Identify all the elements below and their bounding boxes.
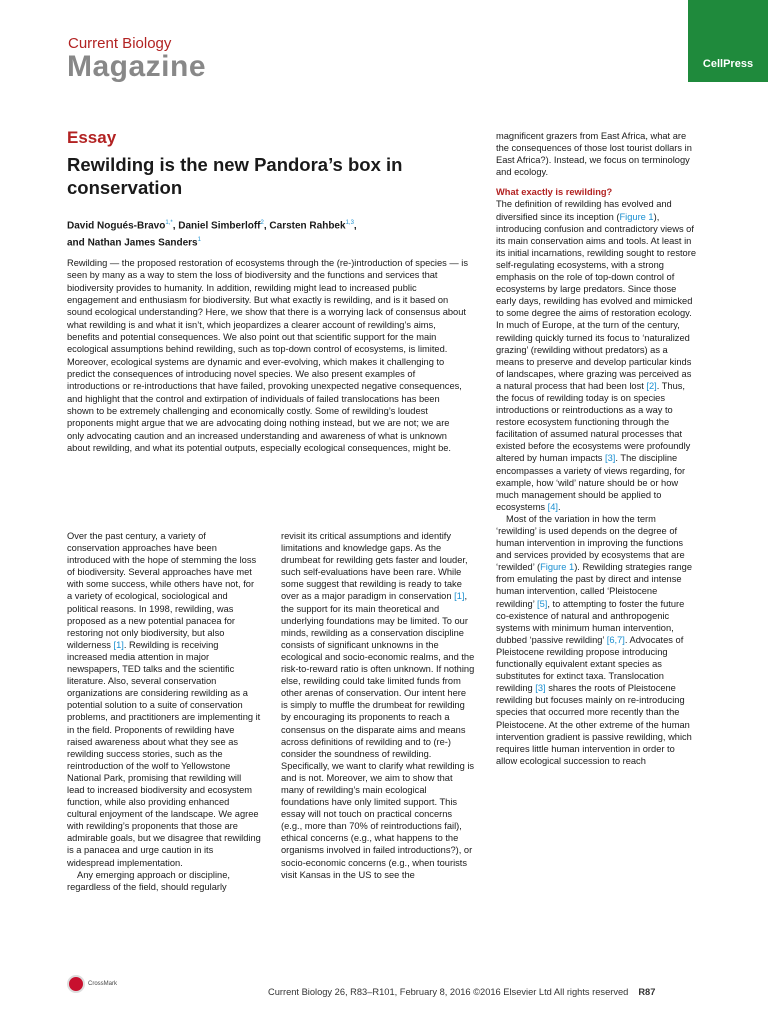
author-separator: ,: [353, 220, 357, 232]
author-separator: ,: [172, 220, 179, 232]
body-column-1: [67, 530, 261, 893]
body-paragraph: Over the past century, a variety of conservation approaches have been introduced with the hope of stemming the loss of biodiversity. Several approaches have met with some success, while others have not, for a variety of ecological, sociological and political reasons. In 1998, rewilding, was proposed as a new potential panacea for restoring not only biodiversity, but also wilderness [1]. Rewilding is receiving increased media attention in major newspapers, TED talks and the scientific literature. Also, several conservation organizations are considering rewilding as a potential solution to a suite of conservation problems, and practitioners are implementing it in the field. Proponents of rewilding have raised awareness about what they see as rewilding success stories, such as the reintroduction of the wolf to Yellowstone National Park, promising that rewilding will lead to increased biodiversity and ecosystem function, while also providing enhanced cultural enjoyment of the landscape. We agree with rewilding’s proponents that those are admirable goals, but we disagree that rewilding is a panacea and urge caution in its widespread implementation.: [67, 531, 261, 868]
author-affiliation[interactable]: 2: [260, 220, 264, 226]
author-affiliation[interactable]: 1,3: [345, 220, 354, 226]
author-name: Daniel Simberloff: [178, 220, 261, 232]
figure-link[interactable]: Figure 1: [619, 211, 654, 222]
page-footer: [268, 987, 655, 997]
crossmark-badge[interactable]: [67, 975, 117, 993]
author-affiliation[interactable]: 1: [197, 237, 201, 244]
body-paragraph: Most of the variation in how the term ‘rewilding’ is used depends on the degree of human intervention in improving the functions and services provided by ecosystems that are ‘rewilded’ (Figure 1). Rewilding strategies range from emulating the past by direct and intense human intervention, called ‘Pleistocene rewilding’ [5], to attempting to foster the future co-existence of natural and anthropogenic systems with minimum human intervention, dubbed ‘passive rewilding’ [6,7]. Advocates of Pleistocene rewilding propose introducing functionally equivalent extant species as substitutes for extinct taxa. Translocation rewilding [3] shares the roots of Pleistocene rewilding but focuses mainly on re-introducing species that occurred more recently than the Pleistocene. At the other extreme of the human intervention gradient is passive rewilding, which requires little human intervention in order to allow ecological succession to reach: [496, 513, 693, 766]
body-column-3: [496, 130, 696, 767]
reference-link[interactable]: [2]: [646, 380, 657, 391]
page-number: R87: [638, 987, 656, 997]
author-name: David Nogués-Bravo: [67, 220, 166, 232]
reference-link[interactable]: [3]: [605, 453, 616, 464]
reference-link[interactable]: [5]: [537, 598, 548, 609]
reference-link[interactable]: [1]: [113, 639, 124, 650]
article-type-label: Essay: [67, 128, 117, 147]
crossmark-icon: [67, 975, 85, 993]
abstract: Rewilding — the proposed restoration of ecosystems through the (re-)introduction of species — is seen by many as a way to stem the loss of biodiversity and the functions and services that biodiversity provides to humanity. In addition, rewilding might lead to increased public engagement and enthusiasm for biodiversity. But what exactly is rewilding, and is it based on sound ecological understanding? Here, we show that there is a worrying lack of consensus about what rewilding is and what it isn’t, which jeopardizes a clearer account of rewilding’s aims, benefits and potential consequences. We also point out that scientific support for the main ecological assumptions behind rewilding, such as top-down control of ecosystems, is limited. Moreover, ecological systems are dynamic and ever-evolving, which makes it challenging to predict the consequences of introducing novel species. We also present examples of introductions or re-introductions that have failed, provoking unexpected negative consequences, and highlight that the control and extirpation of individuals of failed translocations has been shown to be extremely challenging and economically costly. Some of rewilding’s loudest proponents might argue that we are advocating doing nothing instead, but we are not; we are only advocating caution and an increased understanding and awareness of what is unknown about rewilding, and what its potential outputs, especially ecological consequences, might be.: [67, 258, 468, 454]
author-list: [67, 216, 467, 251]
journal-name: Current Biology: [68, 35, 172, 52]
reference-link[interactable]: [1]: [454, 591, 465, 602]
cellpress-logo: [688, 0, 768, 82]
article-title: Rewilding is the new Pandora’s box in conservation: [67, 154, 403, 198]
body-paragraph: Any emerging approach or discipline, regardless of the field, should regularly: [67, 869, 230, 892]
author-name: Carsten Rahbek: [269, 220, 346, 232]
crossmark-label: CrossMark: [88, 981, 118, 987]
body-paragraph: revisit its critical assumptions and identify limitations and knowledge gaps. As the drumbeat for rewilding gets faster and louder, such self-evaluations have been rare. While some suggest that rewilding is ready to take over as a major paradigm in conservation [1], the support for its main theoretical and underlying foundations may be limited. To our minds, rewilding as a conservation discipline consists of significant unknowns in the ecological and socio-economic realms, and the risk-to-reward ratio is often unknown. If nothing else, rewilding could take limited funds from other arenas of conservation. Our intent here is simply to muffle the drumbeat for rewilding by encouraging its proponents to reach a consensus on the disparate aims and means across definitions of rewilding and to (re-) consider the soundness of rewilding. Specifically, we want to clarify what rewilding is and is not. Moreover, we aim to show that many of rewilding’s main ecological foundations have only limited support. This essay will not touch on practical concerns (e.g., more than 70% of reintroductions fail), ethical concerns (e.g., what happens to the organisms involved in failed introductions?), or socio-economic concerns (e.g., when tourists visit Kansas in the US to see the: [281, 531, 475, 880]
figure-link[interactable]: Figure 1: [540, 562, 575, 573]
author-affiliation[interactable]: 1,*: [165, 220, 173, 226]
reference-link[interactable]: [6,7]: [606, 634, 625, 645]
body-paragraph: magnificent grazers from East Africa, what are the consequences of those lost tourist dollars in East Africa?). Instead, we focus on terminology and ecology.: [496, 131, 692, 178]
body-column-2: [281, 530, 475, 881]
reference-link[interactable]: [4]: [547, 501, 559, 512]
citation-line: Current Biology 26, R83–R101, February 8, 2016 ©2016 Elsevier Ltd All rights reserved: [268, 987, 629, 997]
section-heading: What exactly is rewilding?: [496, 187, 613, 198]
body-paragraph: The definition of rewilding has evolved and diversified since its inception (Figure 1), introducing confusion and contradictory views of its main conservation aims and tools. At least in its initial incarnations, rewilding sought to restore self-regulating ecosystems, with a strong emphasis on the role of top-down control of ecosystems by large predators. Since those early days, rewilding has evolved and mimicked to some degree the aims of restoration ecology. In much of Europe, at the turn of the century, rewilding quickly turned its focus to ‘naturalized grazing’ (rewilding without predators) as a means to preserve and develop particular kinds of landscapes, where grazing was perceived as a natural process that had been lost [2]. Thus, the focus of rewilding today is on species introductions or reintroductions as a way to restore ecosystem functioning through the facilitation of assumed natural processes that existed before the ecosystems were profoundly altered by human impacts [3]. The discipline encompasses a variety of views regarding, for example, how ‘wild’ nature should be or how much management should be applied to ecosystems [4].: [496, 199, 696, 512]
section-name: Magazine: [67, 50, 207, 83]
publisher-name: CellPress: [702, 58, 754, 70]
author-separator: ,: [263, 220, 270, 232]
reference-link[interactable]: [3]: [535, 683, 546, 694]
author-conjunction: and: [67, 237, 88, 249]
author-name: Nathan James Sanders: [87, 237, 198, 249]
